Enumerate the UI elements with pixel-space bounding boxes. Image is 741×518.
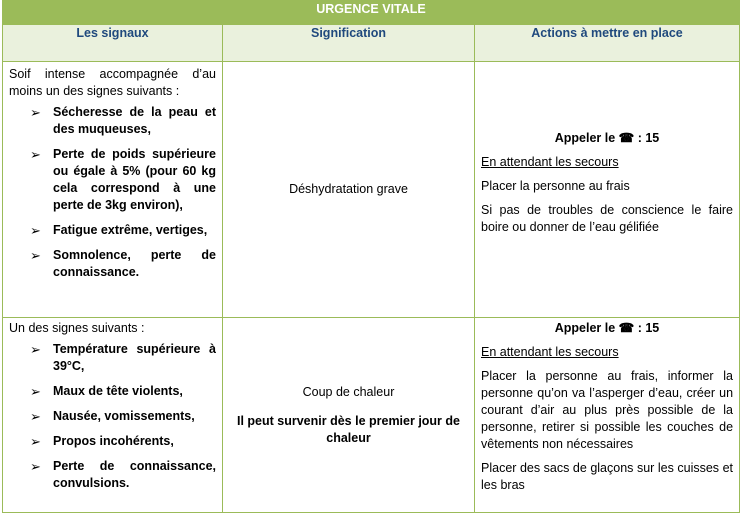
table-title: URGENCE VITALE [3,1,740,25]
call-line: Appeler le ☎ : 15 [554,131,660,145]
list-item: ➢ Perte de poids supérieure ou égale à 5% (pour 60 kg cela correspond à une perte de 3kg environ), [30,147,216,212]
table-row [3,318,740,513]
list-item: ➢ Somnolence, perte de connaissance. [30,248,216,279]
signals-cell [3,318,223,513]
meaning-cell [223,318,475,513]
signals-intro: Soif intense accompagnée d’au moins un des signes suivants : [9,67,216,98]
action-text: Placer des sacs de glaçons sur les cuisses et les bras [481,461,734,492]
waiting-label: En attendant les secours [481,155,619,169]
arrow-bullet-icon: ➢ [30,223,41,238]
signals-intro: Un des signes suivants : [9,321,145,335]
waiting-label: En attendant les secours [481,345,619,359]
meaning-note: Il peut survenir dès le premier jour de chaleur [237,413,460,445]
table-row [3,62,740,318]
action-text: Si pas de troubles de conscience le faire boire ou donner de l’eau gélifiée [481,203,734,234]
arrow-bullet-icon: ➢ [30,409,41,424]
list-item: ➢ Maux de tête violents, [30,384,183,399]
meaning-text: Déshydratation grave [289,182,408,196]
action-text: Placer la personne au frais, informer la personne qu’on va l’asperger d’eau, créer un courant d’air au plus près possible de la personne, retirer si possible les couches de vêtements non nécessaires [481,369,734,451]
header-actions: Actions à mettre en place [475,25,740,62]
telephone-icon: ☎ [618,131,635,145]
list-item: ➢ Température supérieure à 39°C, [30,342,216,373]
signals-cell [3,62,223,318]
actions-cell [475,62,740,318]
signals-list [9,341,216,492]
list-item: ➢ Propos incohérents, [30,434,174,449]
list-item: ➢ Fatigue extrême, vertiges, [30,223,208,238]
actions-cell [475,318,740,513]
meaning-text: Coup de chaleur [302,384,395,399]
arrow-bullet-icon: ➢ [30,434,41,449]
arrow-bullet-icon: ➢ [30,105,41,120]
list-item: ➢ Perte de connaissance, convulsions. [30,459,216,490]
meaning-cell [223,62,475,318]
telephone-icon: ☎ [618,321,635,335]
list-item: ➢ Sécheresse de la peau et des muqueuses, [30,105,216,136]
header-meaning: Signification [223,25,475,62]
signals-list [9,104,216,281]
header-signals: Les signaux [3,25,223,62]
arrow-bullet-icon: ➢ [30,459,41,474]
urgence-table [2,0,740,513]
call-line: Appeler le ☎ : 15 [554,321,660,335]
action-text: Placer la personne au frais [481,179,630,193]
arrow-bullet-icon: ➢ [30,384,41,399]
arrow-bullet-icon: ➢ [30,147,41,162]
list-item: ➢ Nausée, vomissements, [30,409,195,424]
arrow-bullet-icon: ➢ [30,342,41,357]
arrow-bullet-icon: ➢ [30,248,41,263]
